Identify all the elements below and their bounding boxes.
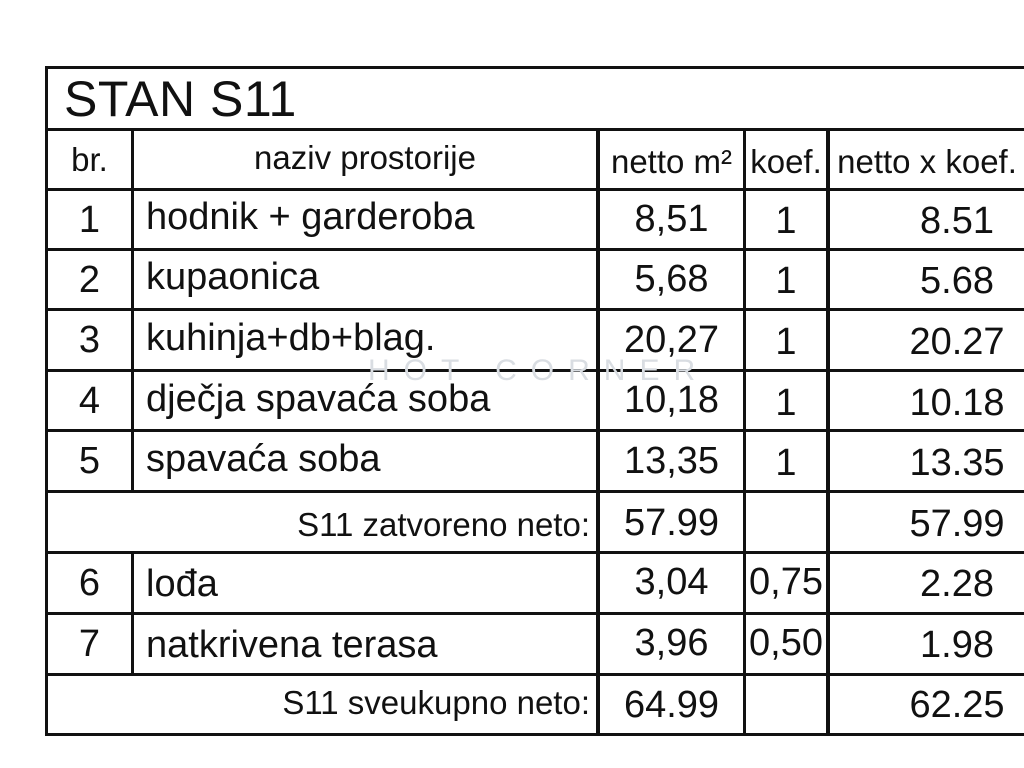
row-net-area: 20,27 xyxy=(623,318,720,361)
row-coefficient: 1 xyxy=(775,260,797,302)
row-room-name: natkrivena terasa xyxy=(146,624,438,666)
row-number: 1 xyxy=(78,198,101,241)
row-net-times-coef: 8.51 xyxy=(920,200,994,242)
frame-bottom-line xyxy=(45,733,1024,736)
total-net-times-coef: 62.25 xyxy=(909,683,1005,726)
row-number: 7 xyxy=(78,623,101,665)
row-net-times-coef: 10.18 xyxy=(909,382,1005,424)
row-room-name: lođa xyxy=(146,563,218,605)
row-net-area: 5,68 xyxy=(634,258,709,300)
row-coefficient: 1 xyxy=(775,382,797,424)
subtotal-closed-label: S11 zatvoreno neto: xyxy=(297,505,590,543)
row-net-times-coef: 5.68 xyxy=(920,260,994,302)
subtotal-closed-net-times-coef: 57.99 xyxy=(909,503,1005,545)
header-net-times-coef: netto x koef. xyxy=(837,142,1017,180)
col-line-coef xyxy=(826,128,830,736)
row-number: 6 xyxy=(78,562,101,604)
row-net-area: 8,51 xyxy=(634,198,709,240)
row-net-times-coef: 20.27 xyxy=(909,321,1005,363)
row-number: 5 xyxy=(78,440,101,482)
row-net-area: 13,35 xyxy=(623,439,720,482)
row-number: 3 xyxy=(78,319,101,361)
total-net-area: 64.99 xyxy=(623,683,720,726)
row-net-times-coef: 1.98 xyxy=(920,624,994,666)
row-number: 2 xyxy=(78,258,101,301)
row-room-name: kupaonica xyxy=(146,256,320,298)
row-coefficient: 0,75 xyxy=(749,561,823,603)
row-net-area: 3,96 xyxy=(634,622,709,664)
total-label: S11 sveukupno neto: xyxy=(282,683,590,721)
row-number: 4 xyxy=(78,379,101,422)
frame-top-line xyxy=(45,66,1024,69)
col-line-number xyxy=(131,551,134,676)
row-net-area: 3,04 xyxy=(634,561,709,603)
header-net-area: netto m² xyxy=(610,142,733,180)
watermark-text: HOT CORNER xyxy=(368,354,710,387)
row-net-times-coef: 2.28 xyxy=(920,563,994,605)
row-net-area: 10,18 xyxy=(623,379,720,421)
header-number: br. xyxy=(71,141,108,178)
row-room-name: kuhinja+db+blag. xyxy=(146,317,436,359)
row-net-times-coef: 13.35 xyxy=(909,442,1005,484)
row-room-name: spavaća soba xyxy=(146,438,381,480)
row-room-name: hodnik + garderoba xyxy=(146,196,475,238)
row-coefficient: 1 xyxy=(775,200,797,242)
header-room-name: naziv prostorije xyxy=(254,138,476,176)
row-coefficient: 1 xyxy=(775,442,797,484)
row-room-name: dječja spavaća soba xyxy=(146,377,491,420)
row-coefficient: 1 xyxy=(775,321,797,363)
table-title: STAN S11 xyxy=(64,71,297,127)
row-coefficient: 0,50 xyxy=(749,622,823,664)
header-coefficient: koef. xyxy=(750,142,822,180)
subtotal-closed-net-area: 57.99 xyxy=(623,502,720,544)
